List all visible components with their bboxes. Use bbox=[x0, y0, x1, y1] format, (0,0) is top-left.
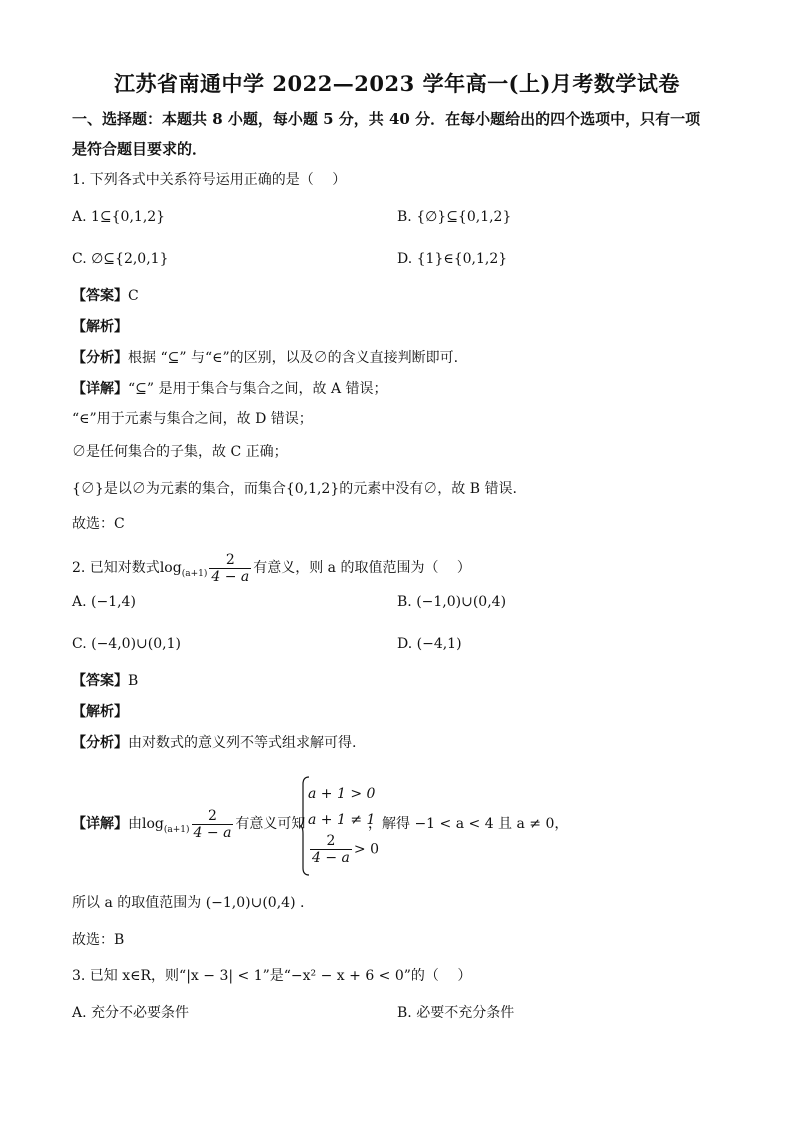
q2-option-d: D. (−4,1) bbox=[397, 636, 462, 652]
section-heading-line1: 一、选择题：本题共 8 小题，每小题 5 分，共 40 分．在每小题给出的四个选项中，只有一项 bbox=[72, 110, 701, 128]
q3-option-a: A. 充分不必要条件 bbox=[72, 1005, 190, 1021]
q2-option-b: B. (−1,0)∪(0,4) bbox=[397, 594, 507, 610]
q2-conclusion: 所以 a 的取值范围为 (−1,0)∪(0,4) . bbox=[72, 895, 305, 911]
q2-system-fraction bbox=[310, 833, 352, 866]
q2-detail-log-base: (a+1) bbox=[163, 825, 190, 835]
q1-stem: 1. 下列各式中关系符号运用正确的是（ ） bbox=[72, 172, 347, 188]
q2-log-base: (a+1) bbox=[181, 569, 208, 579]
fenxi-text: 由对数式的意义列不等式组求解可得. bbox=[128, 735, 357, 751]
q3-option-b: B. 必要不充分条件 bbox=[397, 1005, 515, 1021]
q2-frac-num: 2 bbox=[209, 552, 251, 569]
q2-system-row-3 bbox=[308, 833, 379, 866]
q2-system-frac-num: 2 bbox=[310, 833, 352, 850]
q2-system-row-1: a + 1 > 0 bbox=[308, 786, 376, 802]
q2-stem-suffix: 有意义，则 a 的取值范围为（ ） bbox=[253, 560, 471, 576]
answer-tag: 【答案】 bbox=[72, 288, 128, 304]
q2-stem-prefix: 2. 已知对数式 bbox=[72, 560, 160, 576]
q2-detail-log: log bbox=[142, 816, 164, 832]
q2-detail-frac-num: 2 bbox=[192, 808, 234, 825]
q1-option-a: A. 1⊆{0,1,2} bbox=[72, 209, 166, 225]
q2-system-frac-den: 4 − a bbox=[312, 850, 350, 866]
analysis-tag: 【解析】 bbox=[72, 704, 128, 720]
q2-detail-mid: 有意义可知 bbox=[235, 816, 306, 832]
q2-detail-frac-den: 4 − a bbox=[193, 824, 232, 841]
answer-tag: 【答案】 bbox=[72, 673, 128, 689]
fenxi-tag: 【分析】 bbox=[72, 350, 128, 366]
fenxi-tag: 【分析】 bbox=[72, 735, 128, 751]
detail-tag: 【详解】 bbox=[72, 816, 128, 832]
q1-analysis-tag bbox=[72, 318, 128, 336]
section-heading-line2: 是符合题目要求的． bbox=[72, 140, 208, 158]
q1-option-d: D. {1}∈{0,1,2} bbox=[397, 251, 508, 267]
q1-fenxi bbox=[72, 349, 458, 367]
q3-stem: 3. 已知 x∈R，则“|x − 3| < 1”是“−x² − x + 6 < 0”的（ ） bbox=[72, 968, 472, 984]
q2-system-tail: > 0 bbox=[353, 841, 379, 858]
q1-detail-2: “∈”用于元素与集合之间，故 D 错误； bbox=[72, 411, 313, 427]
q2-detail-fraction bbox=[192, 808, 234, 841]
q2-stem bbox=[72, 550, 471, 592]
q2-fraction bbox=[209, 552, 251, 585]
q2-answer bbox=[72, 672, 138, 690]
q2-frac-den: 4 − a bbox=[211, 568, 250, 585]
detail-tag: 【详解】 bbox=[72, 381, 128, 397]
answer-value: B bbox=[128, 673, 139, 689]
fenxi-text: 根据 “⊆” 与“∈”的区别，以及∅的含义直接判断即可. bbox=[128, 350, 459, 366]
q2-detail-prefix: 由 bbox=[128, 816, 142, 832]
q1-detail-3: ∅是任何集合的子集，故 C 正确； bbox=[72, 444, 288, 460]
q2-detail-result: ，解得 −1 < a < 4 且 a ≠ 0， bbox=[368, 816, 569, 832]
q1-option-c: C. ∅⊆{2,0,1} bbox=[72, 251, 169, 267]
analysis-tag: 【解析】 bbox=[72, 319, 128, 335]
q1-answer bbox=[72, 287, 139, 305]
q1-detail-4: {∅}是以∅为元素的集合，而集合{0,1,2}的元素中没有∅，故 B 错误. bbox=[72, 481, 517, 497]
q2-option-c: C. (−4,0)∪(0,1) bbox=[72, 636, 181, 652]
answer-value: C bbox=[128, 288, 139, 304]
q2-analysis-tag bbox=[72, 703, 128, 721]
detail-text: “⊆” 是用于集合与集合之间，故 A 错误； bbox=[128, 381, 388, 397]
q2-log: log bbox=[159, 560, 182, 576]
q1-choose: 故选：C bbox=[72, 516, 125, 532]
page-title: 江苏省南通中学 2022—2023 学年高一(上)月考数学试卷 bbox=[114, 71, 680, 96]
q2-detail bbox=[72, 806, 305, 848]
q1-option-b: B. {∅}⊆{0,1,2} bbox=[397, 209, 512, 225]
q2-fenxi bbox=[72, 734, 356, 752]
q1-detail-1 bbox=[72, 380, 388, 398]
q2-choose: 故选：B bbox=[72, 932, 125, 948]
q2-system-row-2: a + 1 ≠ 1 bbox=[308, 812, 376, 828]
q2-option-a: A. (−1,4) bbox=[72, 594, 136, 610]
